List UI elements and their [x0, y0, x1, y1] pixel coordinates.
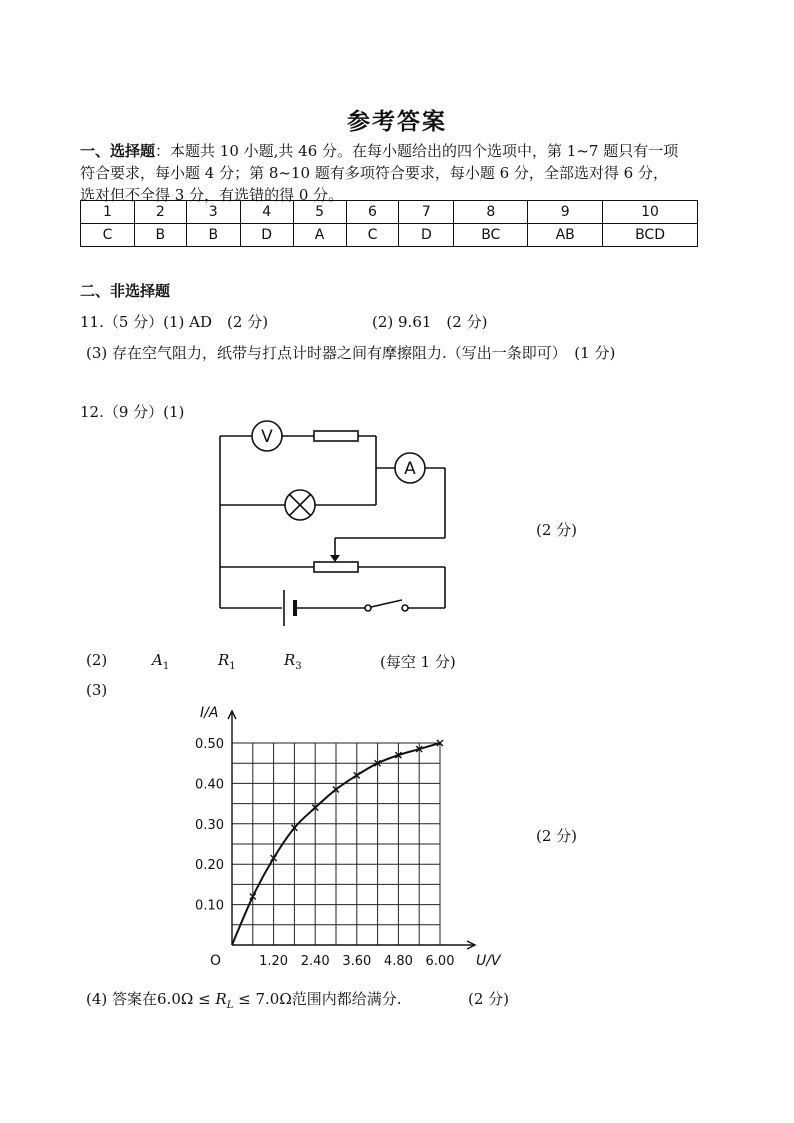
answer-table-number-row — [81, 201, 698, 224]
iu-chart — [190, 700, 520, 975]
table-cell: A — [293, 224, 346, 247]
q11-part1: 11.（5 分）(1) AD (2 分) — [80, 313, 269, 331]
section2-heading: 二、非选择题 — [80, 282, 171, 300]
table-cell: 10 — [603, 201, 698, 224]
voltmeter-label: V — [261, 427, 273, 447]
section1-line3: 选对但不全得 3 分，有选错的得 0 分。 — [80, 186, 344, 204]
q11-part2: (2) 9.61 (2 分) — [372, 313, 488, 331]
ammeter-label: A — [404, 459, 416, 479]
table-cell: BCD — [603, 224, 698, 247]
y-tick-label: 0.10 — [195, 898, 224, 914]
q12-part4: (4) 答案在$6.0\Omega \le R_L \le 7.0\Omega$范围内都给满分. — [86, 990, 402, 1011]
q12-part3-label: (3) — [86, 681, 108, 699]
table-cell: 8 — [454, 201, 528, 224]
answer-r1: $R_1$ — [218, 651, 236, 672]
switch-contact — [402, 605, 408, 611]
answer-r3: $R_3$ — [284, 651, 302, 672]
slider-arrow — [330, 555, 340, 562]
q11-part3: (3) 存在空气阻力，纸带与打点计时器之间有摩擦阻力.（写出一条即可） (1 分) — [86, 344, 616, 362]
table-cell: D — [240, 224, 293, 247]
answer-a1: $A_1$ — [152, 651, 170, 672]
y-axis-label: I/A — [200, 705, 219, 721]
y-tick-label: 0.20 — [195, 858, 224, 874]
table-cell: B — [186, 224, 240, 247]
origin-label: O — [210, 953, 222, 969]
x-tick-label: 6.00 — [425, 954, 455, 969]
table-cell: D — [399, 224, 454, 247]
table-cell: 6 — [346, 201, 399, 224]
table-cell: 9 — [528, 201, 603, 224]
y-tick-label: 0.30 — [195, 817, 224, 833]
rheostat — [314, 562, 358, 572]
switch-contact — [365, 605, 371, 611]
q12-part2-score: (每空 1 分) — [380, 653, 456, 671]
section1-line2: 符合要求，每小题 4 分；第 8~10 题有多项符合要求，每小题 6 分，全部选对得 6 分， — [80, 164, 668, 182]
section1-intro — [80, 140, 720, 206]
q12-part2-label: (2) — [86, 651, 108, 669]
section1-heading: 一、选择题 — [80, 142, 156, 160]
answer-table — [80, 200, 698, 247]
q12-header: 12.（9 分）(1) — [80, 403, 185, 421]
table-cell: 4 — [240, 201, 293, 224]
q12-part4-score: (2 分) — [468, 990, 510, 1008]
table-cell: B — [134, 224, 186, 247]
table-cell: 5 — [293, 201, 346, 224]
x-axis-label: U/V — [476, 953, 501, 969]
circuit-diagram — [205, 410, 465, 635]
y-tick-label: 0.40 — [195, 777, 224, 793]
y-tick-label: 0.50 — [195, 737, 224, 752]
x-tick-label: 4.80 — [383, 954, 413, 969]
x-tick-label: 3.60 — [342, 954, 372, 969]
table-cell: C — [81, 224, 135, 247]
table-cell: C — [346, 224, 399, 247]
table-cell: 1 — [81, 201, 135, 224]
table-cell: AB — [528, 224, 603, 247]
table-cell: BC — [454, 224, 528, 247]
circuit-score: (2 分) — [536, 521, 578, 539]
answer-table-answer-row — [81, 224, 698, 247]
x-tick-label: 2.40 — [300, 954, 330, 969]
x-tick-label: 1.20 — [259, 954, 289, 969]
table-cell: 3 — [186, 201, 240, 224]
graph-score: (2 分) — [536, 827, 578, 845]
table-cell: 7 — [399, 201, 454, 224]
section1-line1: 一、选择题：本题共 10 小题,共 46 分。在每小题给出的四个选项中，第 1~7 题只有一项 — [80, 142, 679, 160]
table-cell: 2 — [134, 201, 186, 224]
switch-arm — [371, 600, 402, 607]
resistor-top — [314, 431, 358, 441]
page-title: 参考答案 — [347, 108, 447, 135]
